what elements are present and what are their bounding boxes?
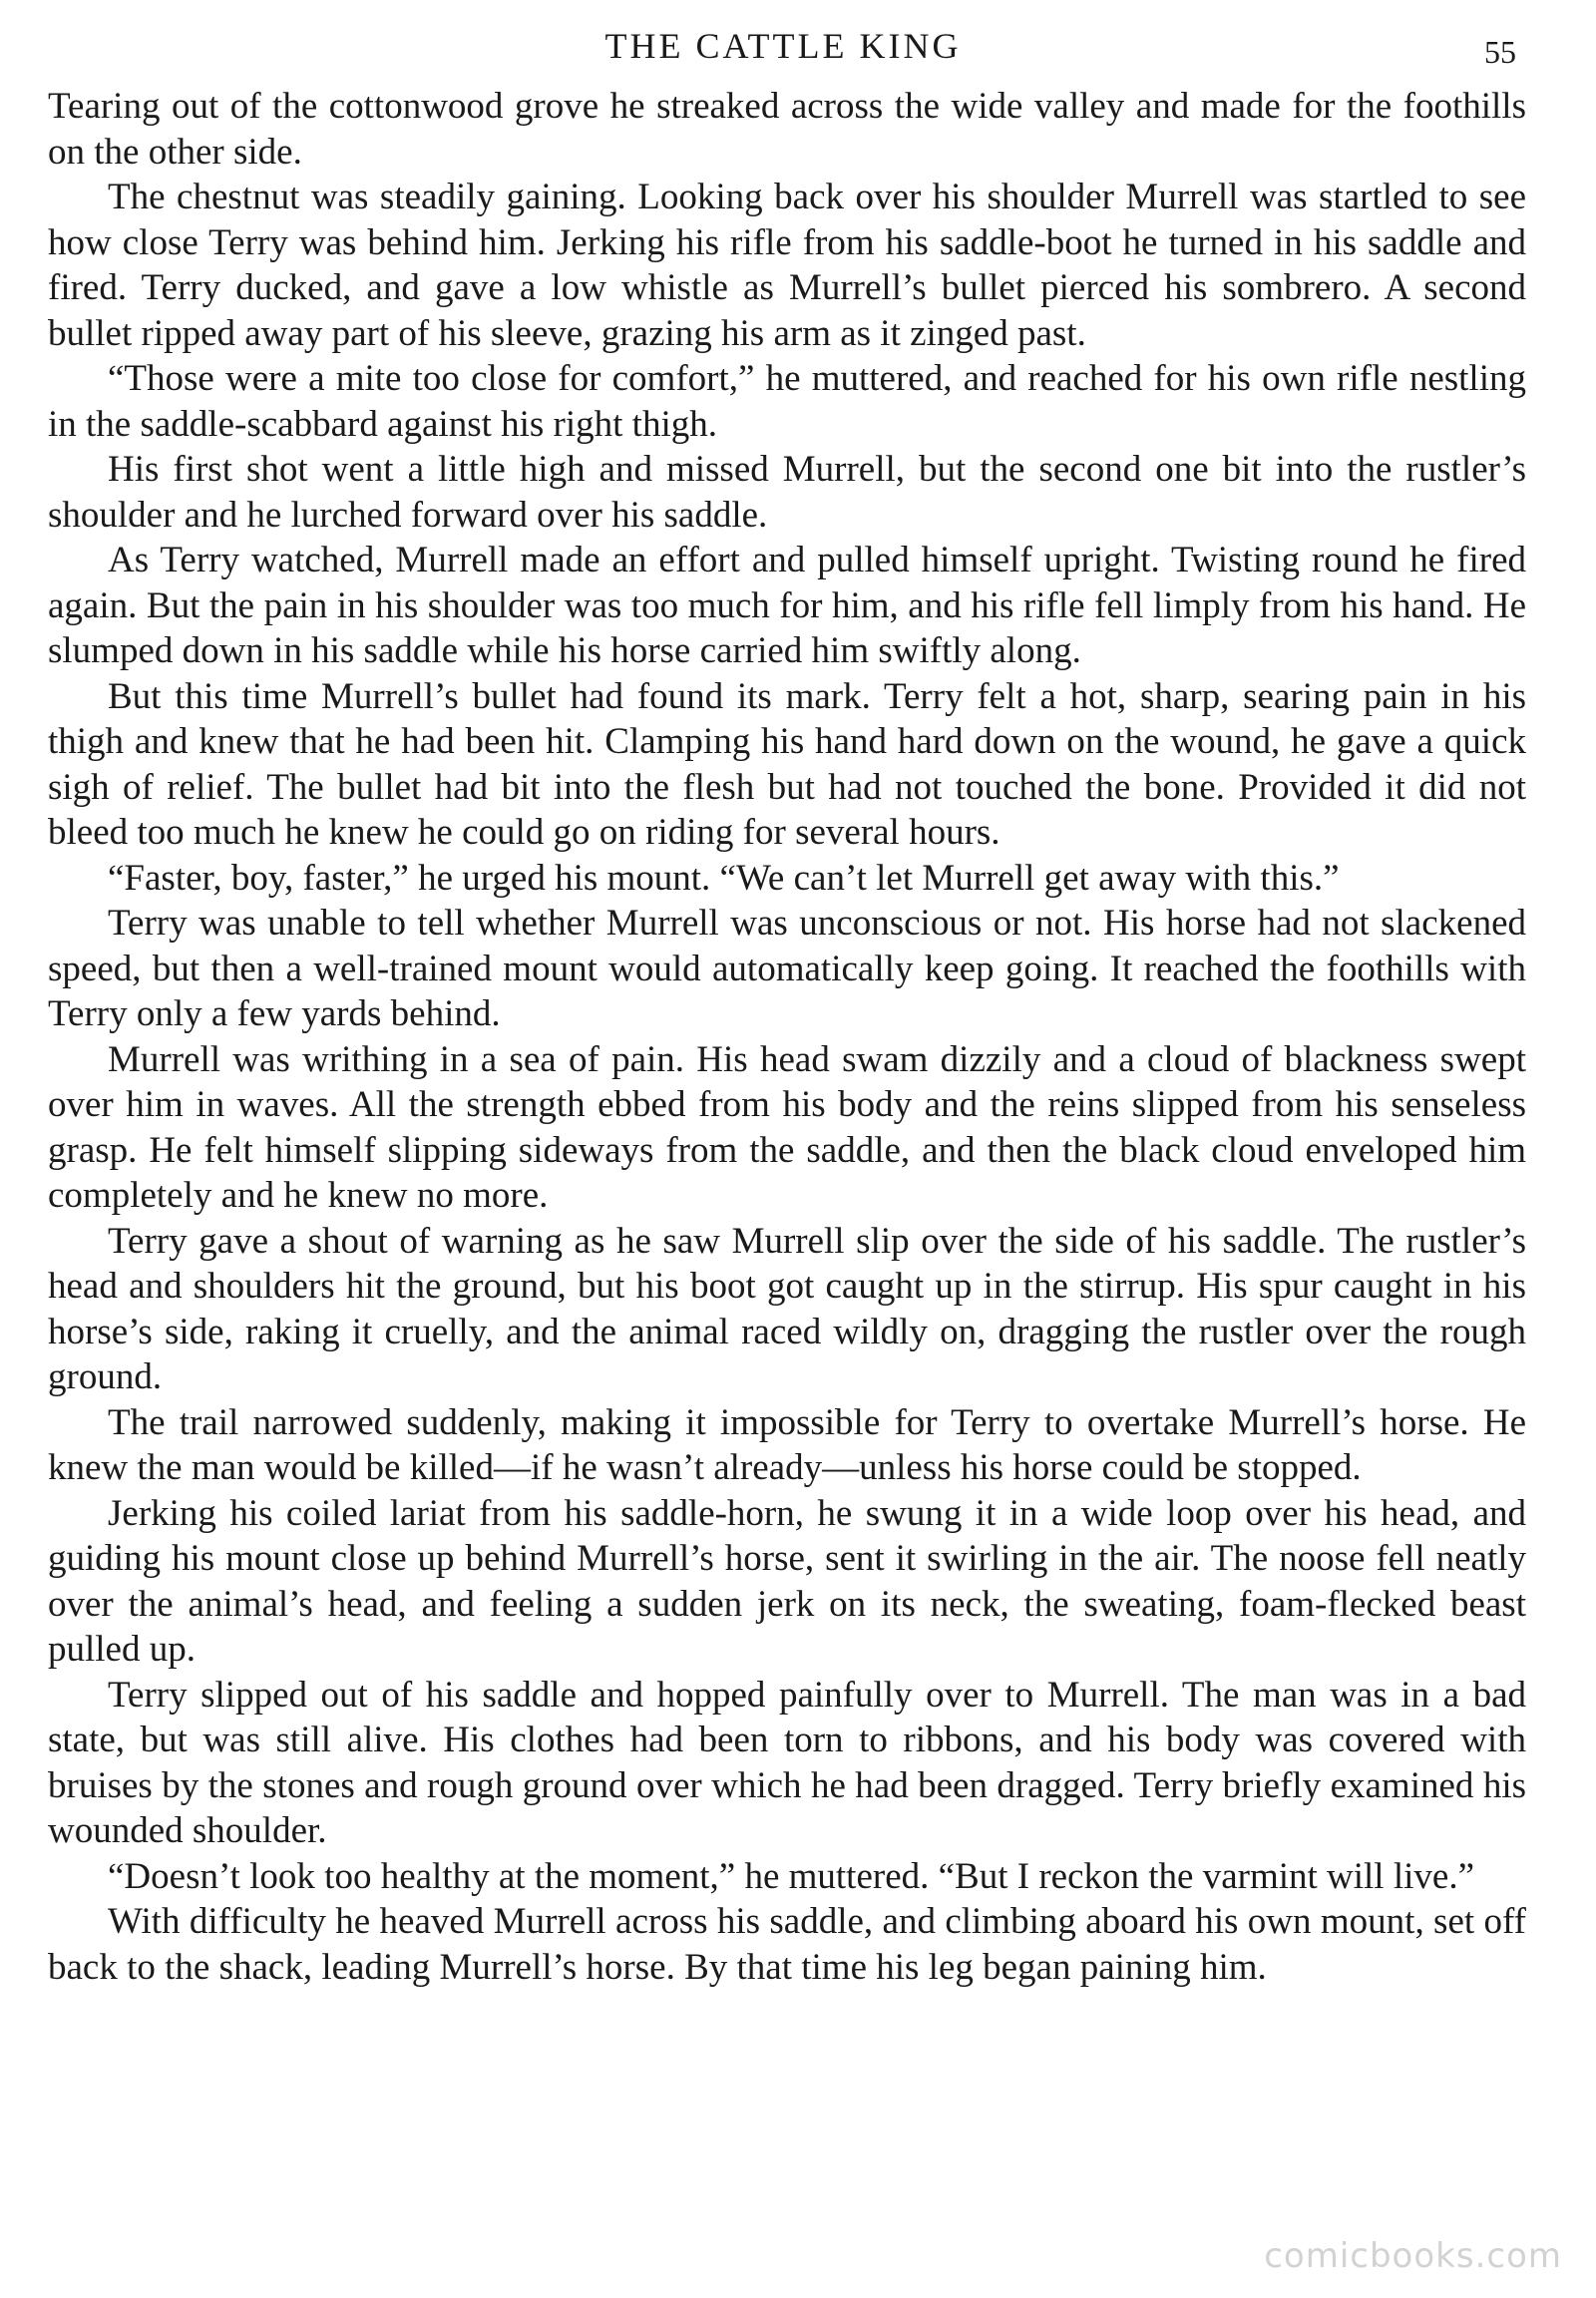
running-head — [0, 22, 1596, 82]
paragraph-9: Murrell was writhing in a sea of pain. His head swam dizzily and a cloud of blackness swept over him in waves. All the strength ebbed from his body and the reins slipped from his senseless grasp. He felt himself slipping sideways from the saddle, and then the black cloud enveloped him completely and he knew no more. — [48, 1038, 1526, 1216]
paragraph-15: With difficulty he heaved Murrell across his saddle, and climbing aboard his own mount, set off back to the shack, leading Murrell’s horse. By that time his leg began paining him. — [48, 1901, 1526, 1988]
paragraph-3: “Those were a mite too close for comfort,” he muttered, and reached for his own rifle nestling in the saddle-scabbard against his right thigh. — [48, 358, 1526, 445]
paragraph-7: “Faster, boy, faster,” he urged his mount. “We can’t let Murrell get away with this.” — [108, 857, 1340, 899]
paragraph-2: The chestnut was steadily gaining. Looking back over his shoulder Murrell was startled to see how close Terry was behind him. Jerking his rifle from his saddle-boot he turned in his saddle and fired. Terry ducked, and gave a low whistle as Murrell’s bullet pierced his sombrero. A second bullet ripped away part of his sleeve, grazing his arm as it zinged past. — [48, 177, 1526, 354]
paragraph-6: But this time Murrell’s bullet had found its mark. Terry felt a hot, sharp, searing pain in his thigh and knew that he had been hit. Clamping his hand hard down on the wound, he gave a quick sigh of relief. The bullet had bit into the flesh but had not touched the bone. Provided it did not bleed too much he knew he could go on riding for several hours. — [48, 675, 1526, 853]
paragraph-10: Terry gave a shout of warning as he saw Murrell slip over the side of his saddle. The rustler’s head and shoulders hit the ground, but his boot got caught up in the stirrup. His spur caught in his horse’s side, raking it cruelly, and the animal raced wildly on, dragging the rustler over the rough ground. — [48, 1220, 1526, 1397]
paragraph-14: “Doesn’t look too healthy at the moment,” he muttered. “But I reckon the varmint will live.” — [108, 1855, 1474, 1897]
paragraph-1: Tearing out of the cottonwood grove he streaked across the wide valley and made for the foothills on the other side. — [48, 86, 1526, 173]
running-title: THE CATTLE KING — [604, 26, 962, 66]
paragraph-12: Jerking his coiled lariat from his saddle-horn, he swung it in a wide loop over his head, and guiding his mount close up behind Murrell’s horse, sent it swirling in the air. The noose fell neatly over the animal’s head, and feeling a sudden jerk on its neck, the sweating, foam-flecked beast pulled up. — [48, 1492, 1526, 1670]
paragraph-13: Terry slipped out of his saddle and hopped painfully over to Murrell. The man was in a bad state, but was still alive. His clothes had been torn to ribbons, and his body was covered with bruises by the stones and rough ground over which he had been dragged. Terry briefly examined his wounded shoulder. — [48, 1674, 1526, 1851]
paragraph-5: As Terry watched, Murrell made an effort and pulled himself upright. Twisting round he fired again. But the pain in his shoulder was too much for him, and his rifle fell limply from his hand. He slumped down in his saddle while his horse carried him swiftly along. — [48, 540, 1526, 671]
paragraph-8: Terry was unable to tell whether Murrell was unconscious or not. His horse had not slackened speed, but then a well-trained mount would automatically keep going. It reached the foothills with Terry only a few yards behind. — [48, 903, 1526, 1034]
paragraph-11: The trail narrowed suddenly, making it impossible for Terry to overtake Murrell’s horse. He knew the man would be killed—if he wasn’t already—unless his horse could be stopped. — [48, 1401, 1526, 1488]
body-text — [48, 84, 1526, 1990]
page-number: 55 — [1484, 34, 1516, 70]
watermark: comicbooks.com — [1264, 2236, 1562, 2276]
paragraph-4: His first shot went a little high and missed Murrell, but the second one bit into the rustler’s shoulder and he lurched forward over his saddle. — [48, 449, 1526, 536]
